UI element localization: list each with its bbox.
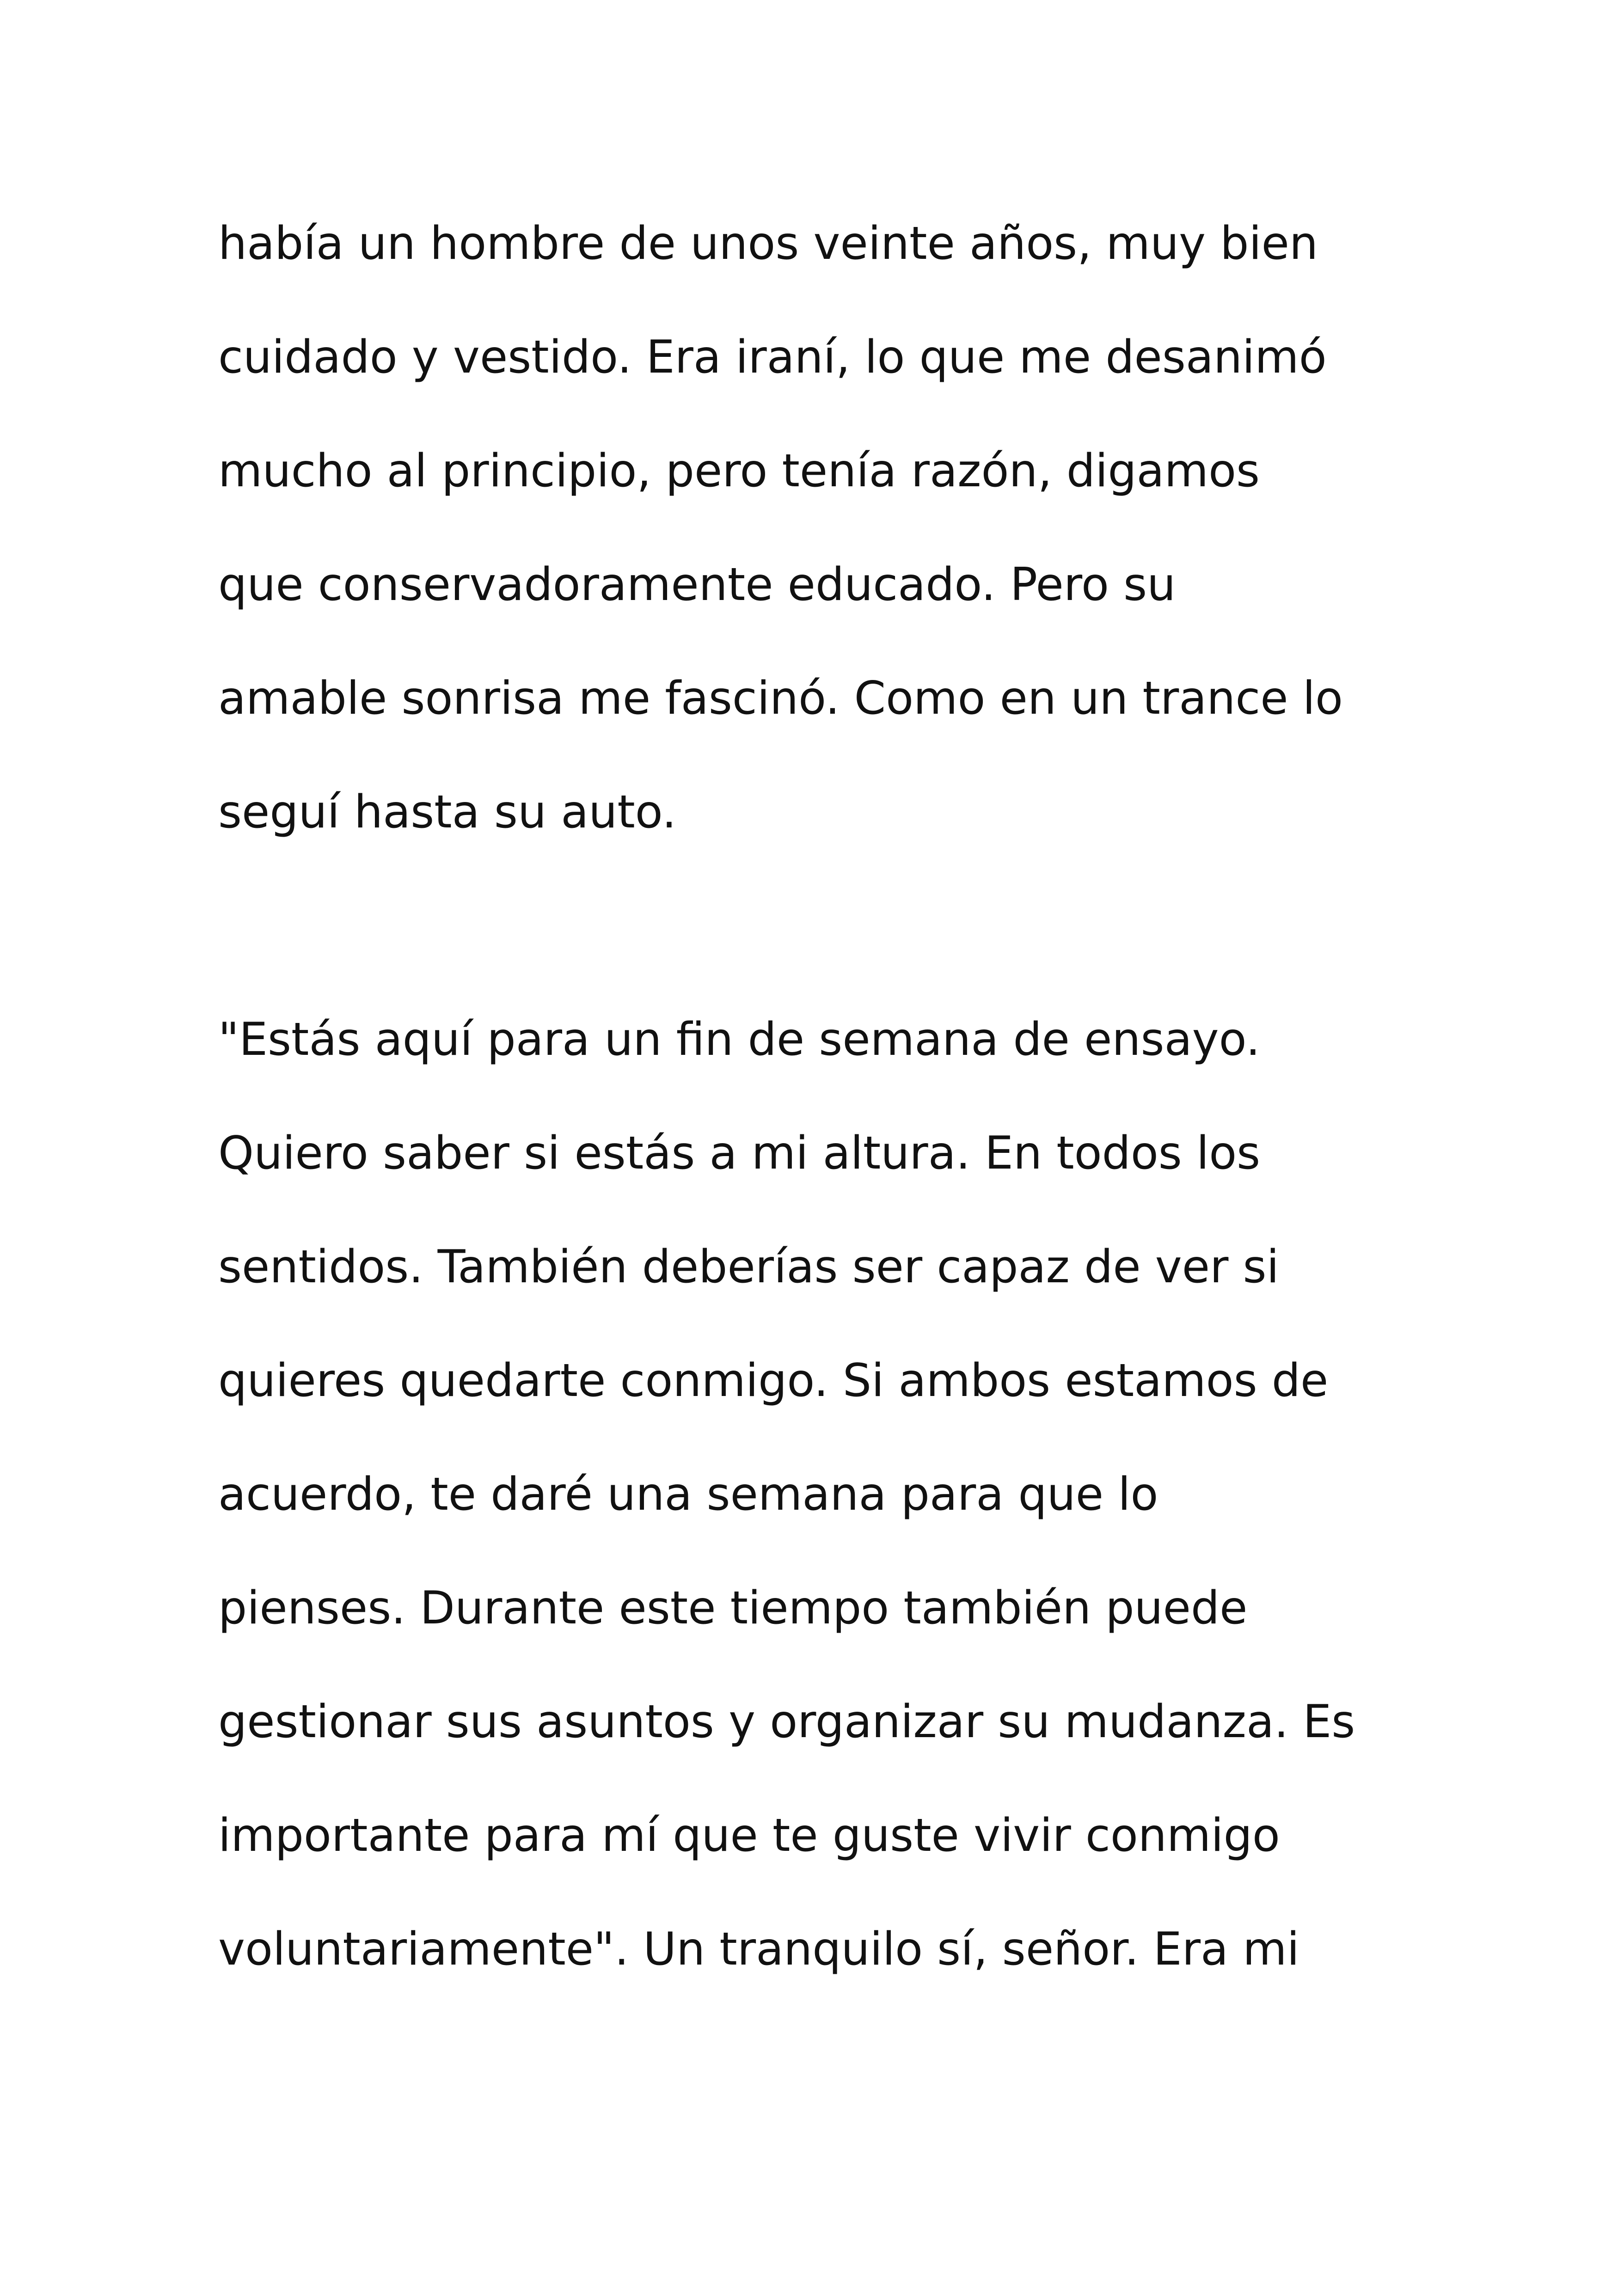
text-line: mucho al principio, pero tenía razón, digamos xyxy=(218,445,1260,497)
text-line: había un hombre de unos veinte años, muy bien xyxy=(218,217,1318,270)
text-line: Quiero saber si estás a mi altura. En todos los xyxy=(218,1127,1261,1180)
text-line: sentidos. También deberías ser capaz de ver si xyxy=(218,1241,1279,1293)
text-line: gestionar sus asuntos y organizar su mudanza. Es xyxy=(218,1696,1355,1748)
text-line: "Estás aquí para un fin de semana de ensayo. xyxy=(218,1013,1260,1066)
text-line: voluntariamente". Un tranquilo sí, señor. Era mi xyxy=(218,1923,1299,1976)
text-line: acuerdo, te daré una semana para que lo xyxy=(218,1468,1158,1521)
text-line: importante para mí que te guste vivir conmigo xyxy=(218,1809,1280,1862)
text-line: cuidado y vestido. Era iraní, lo que me desanimó xyxy=(218,331,1327,384)
text-line: pienses. Durante este tiempo también puede xyxy=(218,1582,1248,1635)
text-line: seguí hasta su auto. xyxy=(218,786,677,839)
text-line: que conservadoramente educado. Pero su xyxy=(218,558,1176,611)
text-line: amable sonrisa me fascinó. Como en un trance lo xyxy=(218,672,1343,725)
text-line: quieres quedarte conmigo. Si ambos estamos de xyxy=(218,1354,1329,1407)
